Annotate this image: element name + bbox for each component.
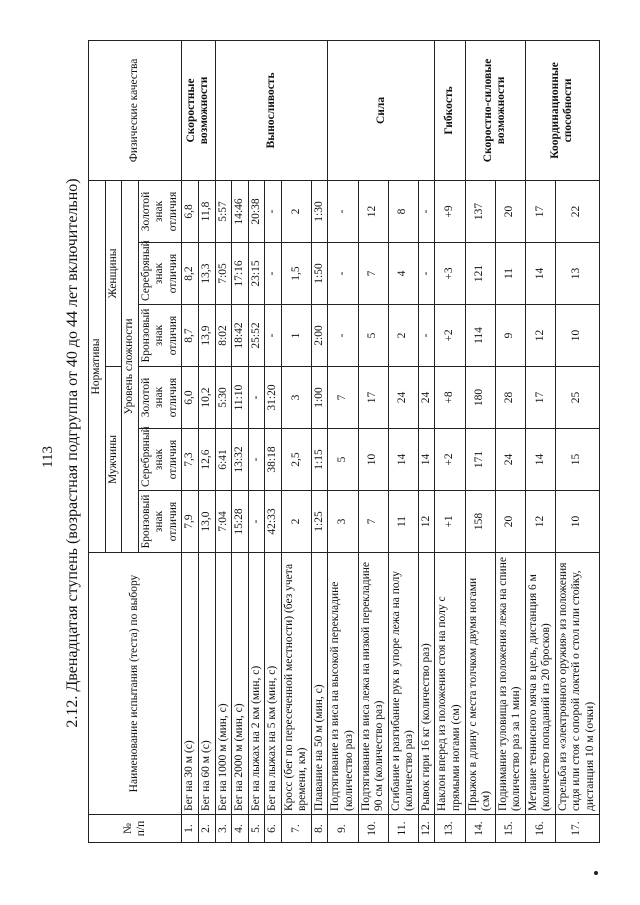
women-gold-value: 14:46 — [232, 180, 249, 242]
women-gold-value: 12 — [358, 180, 388, 242]
women-gold-value: 11,8 — [198, 180, 215, 242]
men-bronze-value: 10 — [555, 491, 599, 553]
men-gold-value: 1:00 — [311, 367, 328, 429]
row-number: 2. — [198, 815, 215, 843]
table-row — [328, 40, 358, 842]
quality-speed-strength: Скоростно-силовые возможности — [465, 40, 525, 180]
women-silver-value: 11 — [495, 243, 525, 305]
quality-speed: Скоростные возможности — [182, 40, 215, 180]
test-name: Подтягивание из виса на высокой перекладине (количество раз) — [328, 553, 358, 815]
row-number: 10. — [358, 815, 388, 843]
header-men-bronze: Бронзовый знак отличия — [138, 491, 182, 553]
row-number: 6. — [265, 815, 282, 843]
women-silver-value: 7 — [358, 243, 388, 305]
header-num: № п/п — [89, 815, 182, 843]
page-number: 113 — [40, 446, 56, 468]
women-bronze-value: 2:00 — [311, 305, 328, 367]
women-silver-value: 8,2 — [182, 243, 199, 305]
women-bronze-value: - — [328, 305, 358, 367]
women-gold-value: 22 — [555, 180, 599, 242]
row-number: 16. — [525, 815, 555, 843]
men-bronze-value: 12 — [418, 491, 435, 553]
women-gold-value: 1:30 — [311, 180, 328, 242]
test-name: Метание теннисного мяча в цель, дистанция 6 м (количество попаданий из 20 бросков) — [525, 553, 555, 815]
row-number: 1. — [182, 815, 199, 843]
men-bronze-value: 1:25 — [311, 491, 328, 553]
test-name: Плавание на 50 м (мин, с) — [311, 553, 328, 815]
row-number: 4. — [232, 815, 249, 843]
row-number: 12. — [418, 815, 435, 843]
quality-endurance: Выносливость — [215, 40, 328, 180]
men-silver-value: 171 — [465, 429, 495, 491]
men-silver-value: 6:41 — [215, 429, 232, 491]
men-bronze-value: 13,0 — [198, 491, 215, 553]
women-silver-value: 7:05 — [215, 243, 232, 305]
women-silver-value: - — [328, 243, 358, 305]
women-silver-value: 13,3 — [198, 243, 215, 305]
men-gold-value: 31:20 — [265, 367, 282, 429]
men-bronze-value: 7,9 — [182, 491, 199, 553]
row-number: 13. — [435, 815, 465, 843]
header-women-gold: Золотой знак отличия — [138, 180, 182, 242]
men-gold-value: - — [248, 367, 265, 429]
men-gold-value: 5:30 — [215, 367, 232, 429]
men-silver-value: 5 — [328, 429, 358, 491]
men-gold-value: 28 — [495, 367, 525, 429]
men-bronze-value: 158 — [465, 491, 495, 553]
table-caption: 2.12. Двенадцатая ступень (возрастная подгруппа от 40 до 44 лет включительно) — [64, 178, 81, 728]
men-bronze-value: 11 — [388, 491, 418, 553]
men-bronze-value: - — [248, 491, 265, 553]
men-silver-value: 24 — [495, 429, 525, 491]
men-gold-value: 24 — [388, 367, 418, 429]
header-men-gold: Золотой знак отличия — [138, 367, 182, 429]
test-name: Бег на 2000 м (мин, с) — [232, 553, 249, 815]
men-gold-value: 3 — [281, 367, 311, 429]
women-bronze-value: 114 — [465, 305, 495, 367]
row-number: 5. — [248, 815, 265, 843]
men-gold-value: 24 — [418, 367, 435, 429]
header-women-bronze: Бронзовый знак отличия — [138, 305, 182, 367]
women-gold-value: 20:38 — [248, 180, 265, 242]
men-bronze-value: 12 — [525, 491, 555, 553]
header-women: Женщины — [105, 180, 122, 366]
women-bronze-value: 13,9 — [198, 305, 215, 367]
men-bronze-value: 2 — [281, 491, 311, 553]
test-name: Кросс (бег по пересеченной местности) (без учета времени, км) — [281, 553, 311, 815]
table-row — [525, 40, 555, 842]
men-silver-value: 38:18 — [265, 429, 282, 491]
women-bronze-value: 9 — [495, 305, 525, 367]
men-gold-value: +8 — [435, 367, 465, 429]
table-row — [215, 40, 232, 842]
table-row — [465, 40, 495, 842]
men-gold-value: 25 — [555, 367, 599, 429]
women-bronze-value: 10 — [555, 305, 599, 367]
quality-flexibility: Гибкость — [435, 40, 465, 180]
men-gold-value: 7 — [328, 367, 358, 429]
row-number: 3. — [215, 815, 232, 843]
women-gold-value: 6,8 — [182, 180, 199, 242]
women-silver-value: - — [265, 243, 282, 305]
women-gold-value: 137 — [465, 180, 495, 242]
header-level: Уровень сложности — [122, 180, 139, 552]
men-bronze-value: 7:04 — [215, 491, 232, 553]
men-gold-value: 17 — [358, 367, 388, 429]
header-women-silver: Серебряный знак отличия — [138, 243, 182, 305]
men-gold-value: 180 — [465, 367, 495, 429]
women-silver-value: 121 — [465, 243, 495, 305]
header-men: Мужчины — [105, 367, 122, 553]
header-norms: Нормативы — [89, 180, 106, 552]
women-gold-value: 17 — [525, 180, 555, 242]
men-gold-value: 10,2 — [198, 367, 215, 429]
test-name: Бег на лыжах на 5 км (мин, с) — [265, 553, 282, 815]
scan-speck — [594, 871, 598, 875]
women-bronze-value: 25:52 — [248, 305, 265, 367]
men-silver-value: 10 — [358, 429, 388, 491]
women-gold-value: 20 — [495, 180, 525, 242]
test-name: Наклон вперед из положения стоя на полу с прямыми ногами (см) — [435, 553, 465, 815]
test-name: Поднимание туловища из положения лежа на спине (количество раз за 1 мин) — [495, 553, 525, 815]
women-silver-value: - — [418, 243, 435, 305]
women-gold-value: - — [265, 180, 282, 242]
row-number: 14. — [465, 815, 495, 843]
women-silver-value: 13 — [555, 243, 599, 305]
women-silver-value: 1:50 — [311, 243, 328, 305]
women-silver-value: 14 — [525, 243, 555, 305]
table-body — [182, 40, 599, 842]
men-silver-value: 7,3 — [182, 429, 199, 491]
men-silver-value: 15 — [555, 429, 599, 491]
women-silver-value: +3 — [435, 243, 465, 305]
women-gold-value: +9 — [435, 180, 465, 242]
women-bronze-value: 8,7 — [182, 305, 199, 367]
women-bronze-value: 1 — [281, 305, 311, 367]
men-gold-value: 6,0 — [182, 367, 199, 429]
men-gold-value: 11:10 — [232, 367, 249, 429]
women-bronze-value: +2 — [435, 305, 465, 367]
men-gold-value: 17 — [525, 367, 555, 429]
men-silver-value: 13:32 — [232, 429, 249, 491]
women-silver-value: 1,5 — [281, 243, 311, 305]
women-bronze-value: - — [418, 305, 435, 367]
row-number: 17. — [555, 815, 599, 843]
women-bronze-value: 5 — [358, 305, 388, 367]
men-bronze-value: 20 — [495, 491, 525, 553]
test-name: Стрельба из «электронного оружия» из положения сидя или стоя с опорой локтей о стол или стойку, дистанция 10 м (очки) — [555, 553, 599, 815]
women-silver-value: 4 — [388, 243, 418, 305]
women-silver-value: 23:15 — [248, 243, 265, 305]
test-name: Подтягивание из виса лежа на низкой перекладине 90 см (количество раз) — [358, 553, 388, 815]
row-number: 11. — [388, 815, 418, 843]
men-silver-value: 2,5 — [281, 429, 311, 491]
row-number: 8. — [311, 815, 328, 843]
table-row — [435, 40, 465, 842]
women-bronze-value: 2 — [388, 305, 418, 367]
quality-strength: Сила — [328, 40, 435, 180]
men-bronze-value: 3 — [328, 491, 358, 553]
women-silver-value: 17:16 — [232, 243, 249, 305]
row-number: 7. — [281, 815, 311, 843]
test-name: Сгибание и разгибание рук в упоре лежа на полу (количество раз) — [388, 553, 418, 815]
header-men-silver: Серебряный знак отличия — [138, 429, 182, 491]
test-name: Бег на лыжах на 2 км (мин, с) — [248, 553, 265, 815]
test-name: Рывок гири 16 кг (количество раз) — [418, 553, 435, 815]
test-name: Прыжок в длину с места толчком двумя ногами (см) — [465, 553, 495, 815]
header-quality: Физические качества — [89, 40, 182, 180]
men-bronze-value: 15:28 — [232, 491, 249, 553]
test-name: Бег на 1000 м (мин, с) — [215, 553, 232, 815]
men-bronze-value: 42:33 — [265, 491, 282, 553]
women-gold-value: 2 — [281, 180, 311, 242]
men-bronze-value: +1 — [435, 491, 465, 553]
women-gold-value: - — [418, 180, 435, 242]
women-gold-value: 8 — [388, 180, 418, 242]
women-bronze-value: - — [265, 305, 282, 367]
men-silver-value: - — [248, 429, 265, 491]
men-silver-value: 14 — [418, 429, 435, 491]
men-bronze-value: 7 — [358, 491, 388, 553]
header-name: Наименование испытания (теста) по выбору — [89, 553, 182, 815]
men-silver-value: 14 — [525, 429, 555, 491]
men-silver-value: 12,6 — [198, 429, 215, 491]
women-gold-value: - — [328, 180, 358, 242]
men-silver-value: +2 — [435, 429, 465, 491]
women-bronze-value: 8:02 — [215, 305, 232, 367]
row-number: 9. — [328, 815, 358, 843]
norms-table — [88, 40, 600, 843]
men-silver-value: 1:15 — [311, 429, 328, 491]
test-name: Бег на 30 м (с) — [182, 553, 199, 815]
row-number: 15. — [495, 815, 525, 843]
women-gold-value: 5:57 — [215, 180, 232, 242]
table-row — [182, 40, 199, 842]
quality-coordination: Координационные способности — [525, 40, 599, 180]
test-name: Бег на 60 м (с) — [198, 553, 215, 815]
men-silver-value: 14 — [388, 429, 418, 491]
women-bronze-value: 12 — [525, 305, 555, 367]
women-bronze-value: 18:42 — [232, 305, 249, 367]
